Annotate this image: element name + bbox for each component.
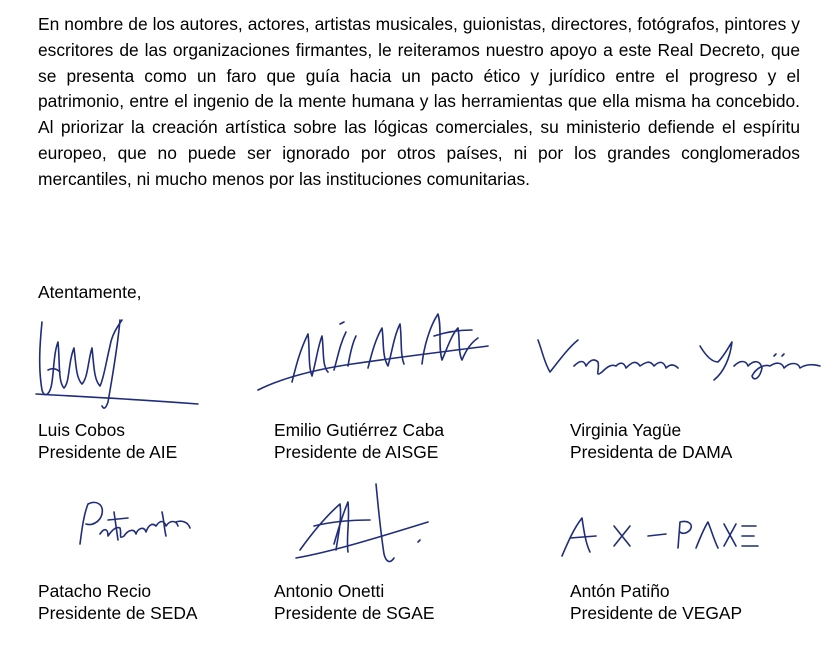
- signature-antonio-onetti-icon: [290, 480, 450, 572]
- signature-patacho-recio-icon: [66, 492, 196, 572]
- signature-emilio-gutierrez-caba-icon: [252, 306, 492, 398]
- signer-name: Virginia Yagüe: [570, 420, 682, 440]
- signer-name: Luis Cobos: [38, 420, 126, 440]
- signer-name: Emilio Gutiérrez Caba: [274, 420, 445, 440]
- signer-role: Presidente de SGAE: [274, 603, 435, 623]
- signer-role: Presidente de SEDA: [38, 603, 198, 623]
- signer-name: Antonio Onetti: [274, 581, 385, 601]
- signer-role: Presidenta de DAMA: [570, 442, 733, 462]
- signer-role: Presidente de AISGE: [274, 442, 439, 462]
- signature-virginia-yague-icon: [528, 326, 828, 386]
- signer-name: Patacho Recio: [38, 581, 152, 601]
- closing-salutation: Atentamente,: [38, 282, 142, 302]
- signature-anton-patino-icon: [556, 510, 766, 560]
- signer-role: Presidente de VEGAP: [570, 603, 743, 623]
- signer-name: Antón Patiño: [570, 581, 670, 601]
- signer-role: Presidente de AIE: [38, 442, 178, 462]
- letter-body-paragraph: En nombre de los autores, actores, artistas musicales, guionistas, directores, fotógrafos, pintores y escritores de las organizaciones firmantes, le reiteramos nuestro apoyo a este Real Decreto, que se presenta como un faro que guía hacia un pacto ético y jurídico entre el progreso y el patrimonio, entre el ingenio de la mente humana y las herramientas que ella misma ha concebido. Al priorizar la creación artística sobre las lógicas comerciales, su ministerio defiende el espíritu europeo, que no puede ser ignorado por otros países, ni por los grandes conglomerados mercantiles, ni mucho menos por las instituciones comunitarias.: [38, 14, 800, 189]
- signature-luis-cobos-icon: [28, 312, 208, 412]
